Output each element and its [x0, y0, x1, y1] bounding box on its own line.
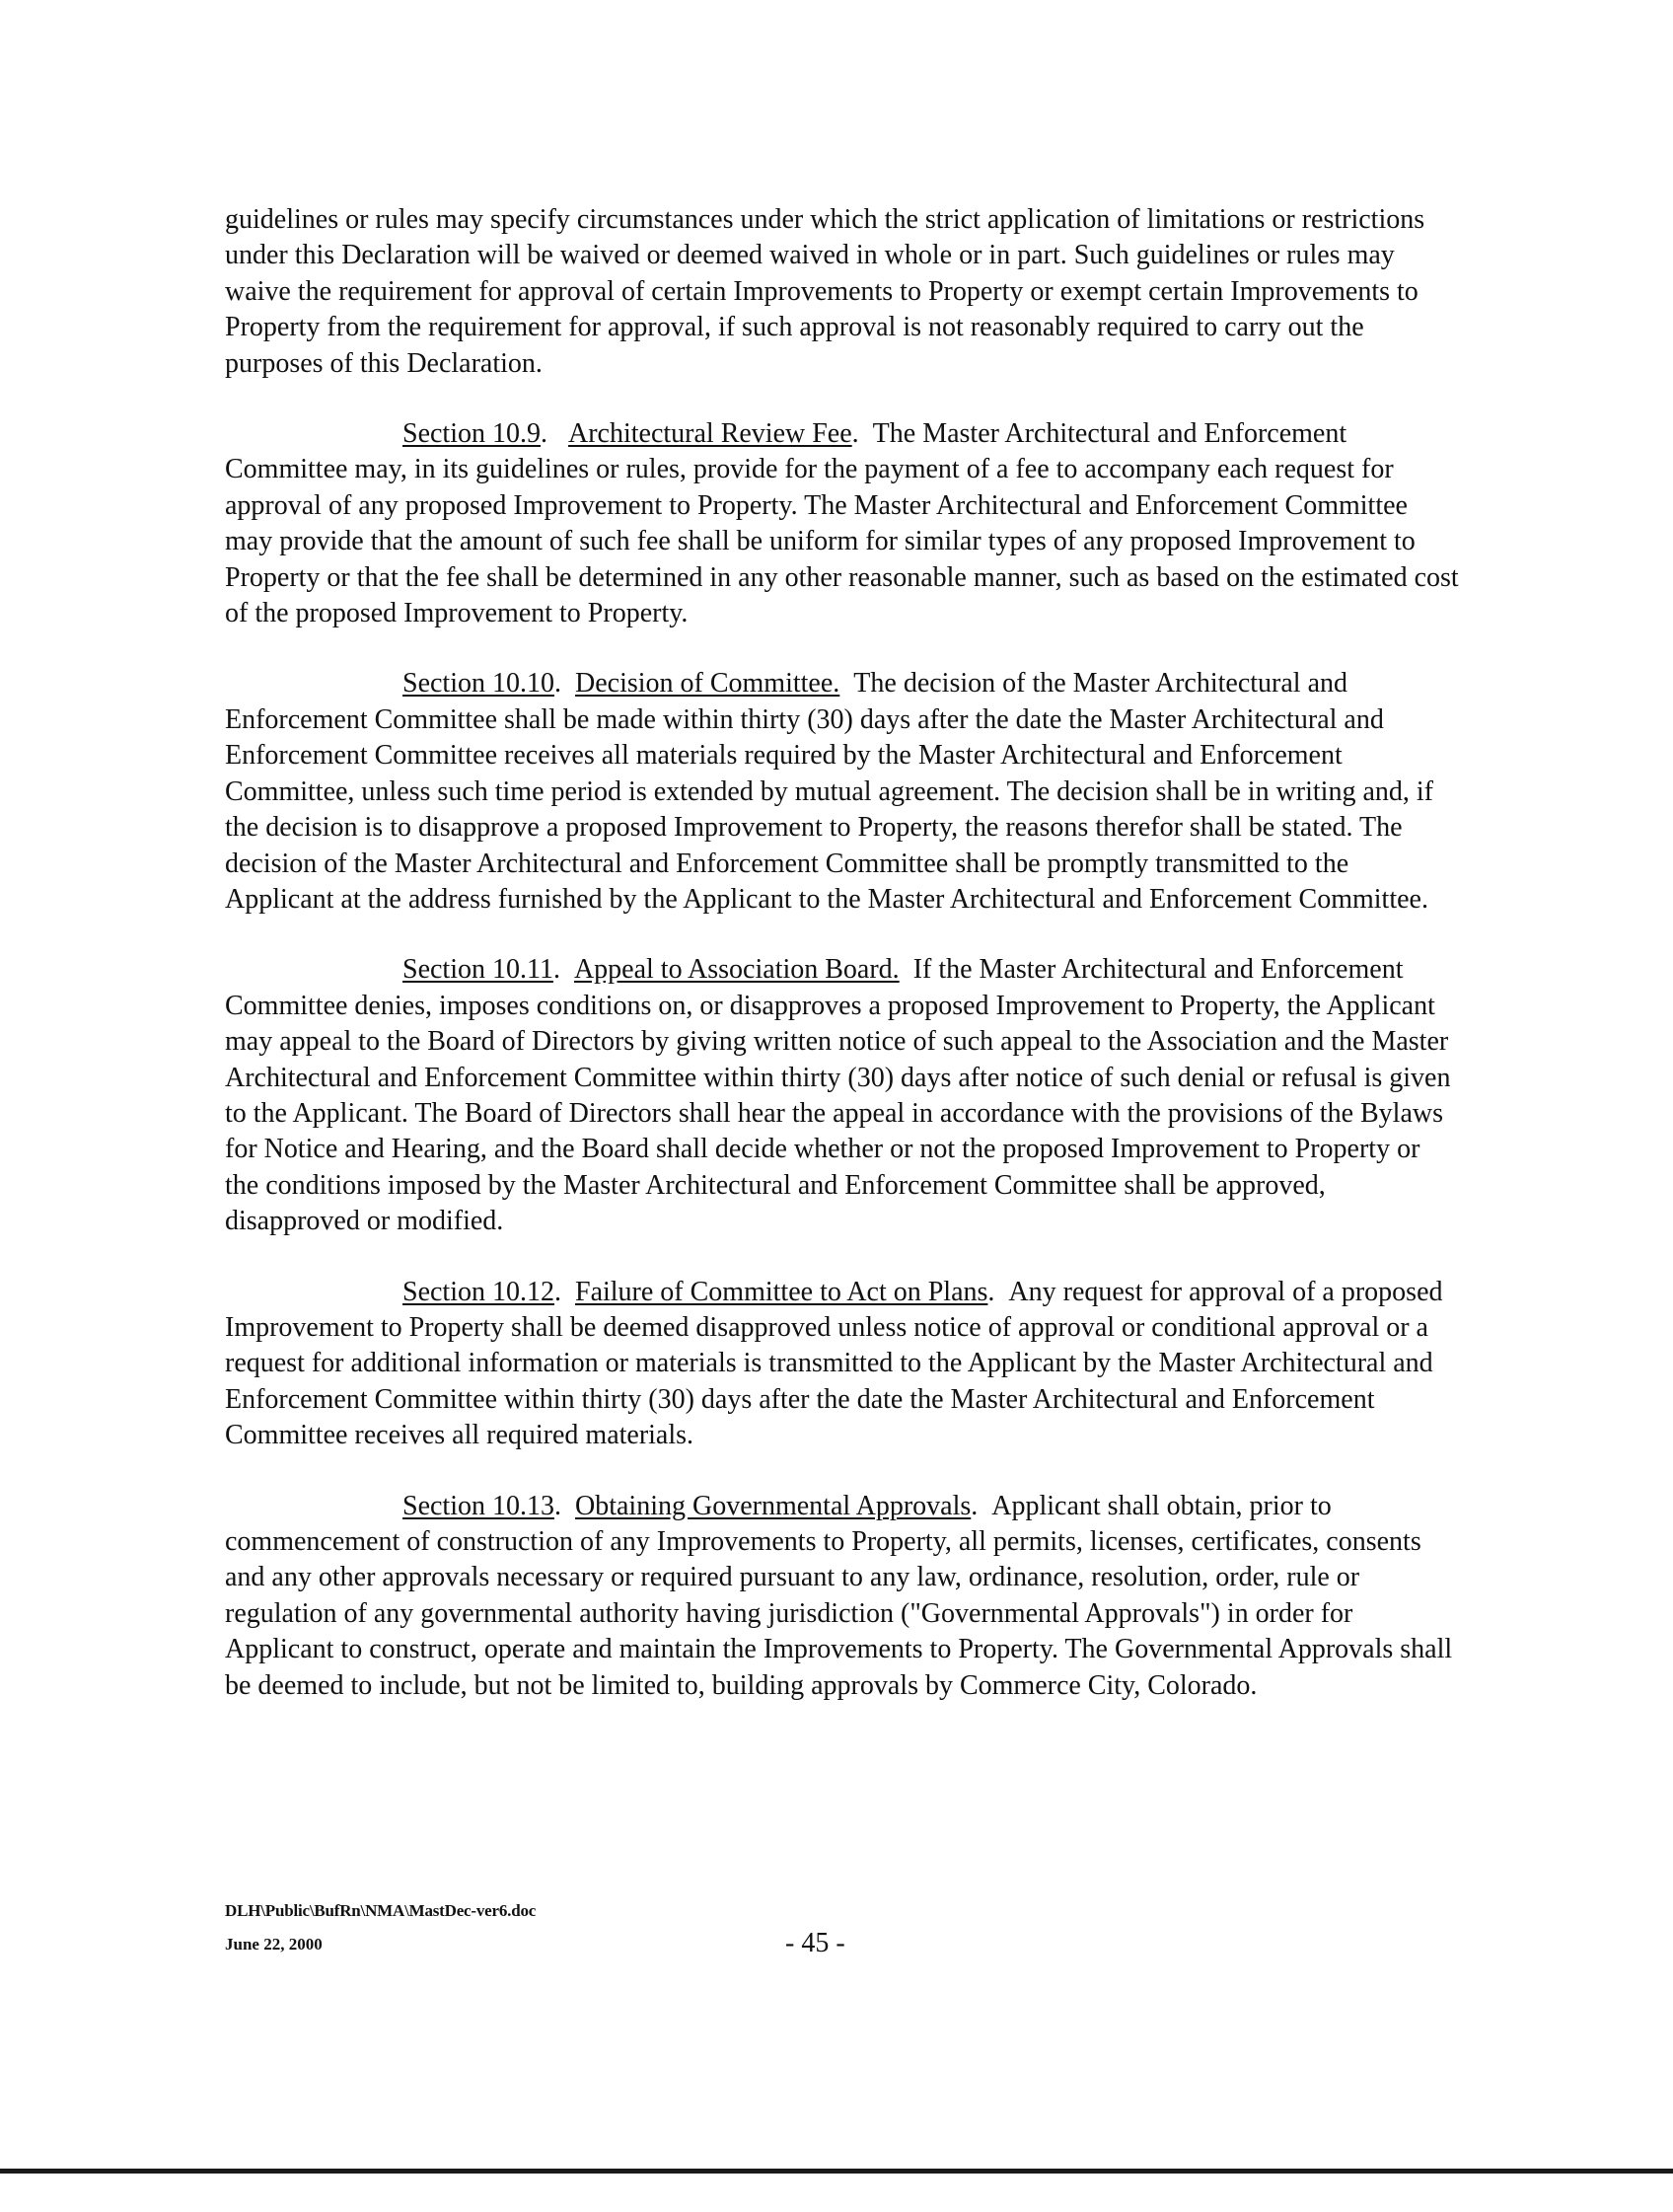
section-number: Section 10.9 [402, 418, 541, 450]
page-content [225, 202, 1460, 1738]
section-title-period: . [851, 418, 859, 450]
section-number: Section 10.11 [402, 954, 553, 986]
page-number: - 45 - [785, 1928, 845, 1958]
intro-paragraph [225, 202, 1460, 382]
section-number-period: . [541, 418, 547, 450]
section-title: Failure of Committee to Act on Plans [575, 1276, 988, 1307]
section-title-period: . [971, 1490, 979, 1521]
section-number: Section 10.10 [402, 668, 554, 700]
section-number: Section 10.12 [402, 1276, 554, 1307]
bottom-divider [0, 2169, 1673, 2174]
section-10-10 [225, 666, 1460, 918]
section-10-11 [225, 952, 1460, 1239]
section-body: The Master Architectural and Enforcement Committee may, in its guidelines or rules, provide for the payment of a fee to accompany each request for approval of any proposed Improvement to Property. The Master Architectural and Enforcement Committee may provide that the amount of such fee shall be uniform for similar types of any proposed Improvement to Property or that the fee shall be determined in any other reasonable manner, such as based on the estimated cost of the proposed Improvement to Property. [225, 418, 1459, 629]
section-number-period: . [552, 954, 560, 986]
section-body: Any request for approval of a proposed Improvement to Property shall be deemed disapproved unless notice of approval or conditional approval or a request for additional information or materials is transmitted to the Applicant by the Master Architectural and Enforcement Committee within thirty (30) days after the date the Master Architectural and Enforcement Committee receives all required materials. [225, 1276, 1443, 1451]
section-body: The decision of the Master Architectural and Enforcement Committee shall be made within thirty (30) days after the date the Master Architectural and Enforcement Committee receives all materials required by the Master Architectural and Enforcement Committee, unless such time period is extended by mutual agreement. The decision shall be in writing and, if the decision is to disapprove a proposed Improvement to Property, the reasons therefor shall be stated. The decision of the Master Architectural and Enforcement Committee shall be promptly transmitted to the Applicant at the address furnished by the Applicant to the Master Architectural and Enforcement Committee. [225, 668, 1433, 915]
section-number-period: . [554, 1490, 561, 1521]
section-number-period: . [554, 1276, 561, 1307]
footer-file-path: DLH\Public\BufRn\NMA\MastDec-ver6.doc [225, 1901, 537, 1920]
section-10-9 [225, 416, 1460, 631]
section-title: Architectural Review Fee [568, 418, 852, 450]
footer-date: June 22, 2000 [225, 1935, 323, 1954]
page-footer [225, 1900, 1211, 1958]
section-body: If the Master Architectural and Enforcement Committee denies, imposes conditions on, or disapproves a proposed Improvement to Property, the Applicant may appeal to the Board of Directors by giving written notice of such appeal to the Association and the Master Architectural and Enforcement Committee within thirty (30) days after notice of such denial or refusal is given to the Applicant. The Board of Directors shall hear the appeal in accordance with the provisions of the Bylaws for Notice and Hearing, and the Board shall decide whether or not the proposed Improvement to Property or the conditions imposed by the Master Architectural and Enforcement Committee shall be approved, disapproved or modified. [225, 954, 1451, 1237]
section-title: Appeal to Association Board. [573, 954, 900, 986]
section-title: Decision of Committee. [575, 668, 840, 700]
section-title: Obtaining Governmental Approvals [575, 1490, 972, 1521]
intro-text: guidelines or rules may specify circumstances under which the strict application of limitations or restrictions under this Declaration will be waived or deemed waived in whole or in part. Such guidelines or rules may waive the requirement for approval of certain Improvements to Property or exempt certain Improvements to Property from the requirement for approval, if such approval is not reasonably required to carry out the purposes of this Declaration. [225, 204, 1425, 379]
section-number: Section 10.13 [402, 1490, 554, 1521]
section-body: Applicant shall obtain, prior to commencement of construction of any Improvements to Property, all permits, licenses, certificates, consents and any other approvals necessary or required pursuant to any law, ordinance, resolution, order, rule or regulation of any governmental authority having jurisdiction ("Governmental Approvals") in order for Applicant to construct, operate and maintain the Improvements to Property. The Governmental Approvals shall be deemed to include, but not be limited to, building approvals by Commerce City, Colorado. [225, 1490, 1453, 1701]
section-title-period: . [987, 1276, 995, 1307]
section-number-period: . [554, 668, 561, 700]
section-10-13 [225, 1489, 1460, 1704]
section-10-12 [225, 1275, 1460, 1454]
